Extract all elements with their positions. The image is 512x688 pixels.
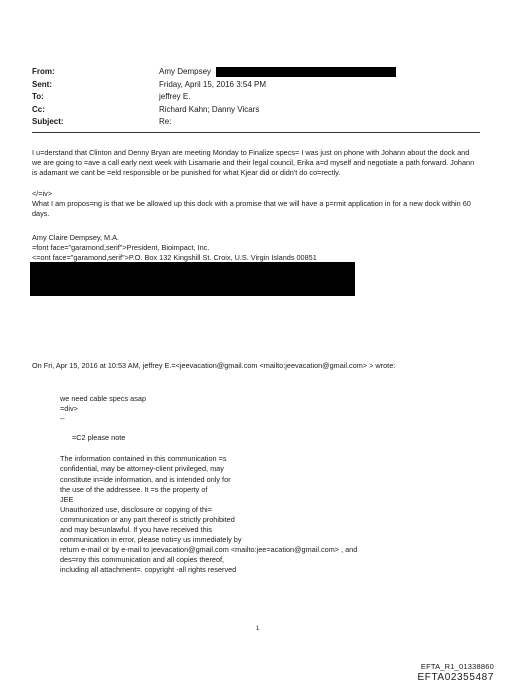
cc-label: Cc:: [32, 104, 45, 114]
signature-title: =font face="garamond,serif">President, Bioimpact, Inc.: [32, 243, 210, 253]
disclaimer-line: Unauthorized use, disclosure or copying of thi=: [60, 504, 212, 514]
disclaimer-line: communication or any part thereof is strictly prohibited: [60, 514, 235, 524]
quoted-attribution: [32, 361, 478, 371]
body-paragraph: What I am propos=ng is that we be allowed up this dock with a promise that we will have a p=rmit application in for a new dock within 60 days.: [32, 199, 471, 219]
quoted-message: [60, 394, 420, 576]
page-number: 1: [256, 626, 260, 632]
header-divider: [32, 132, 480, 133]
quoted-line: =C2 please note: [72, 433, 126, 443]
from-name: Amy Dempsey: [159, 67, 212, 76]
sent-row: [32, 79, 396, 92]
from-label: From:: [32, 67, 55, 76]
cc-value: Richard Kahn; Danny Vicars: [159, 104, 260, 114]
redaction-box: [30, 262, 355, 296]
sent-label: Sent:: [32, 79, 52, 89]
subject-row: [32, 116, 396, 129]
subject-value: Re:: [159, 117, 172, 126]
to-value: jeffrey E.: [159, 92, 191, 101]
bates-number-large: EFTA02355487: [417, 672, 494, 683]
disclaimer-block: [60, 454, 420, 575]
disclaimer-line: JEE: [60, 494, 74, 504]
to-label: To:: [32, 92, 44, 101]
message-body: [32, 148, 478, 220]
body-paragraph: I u=derstand that Clinton and Denny Bryan are meeting Monday to Finalize specs= I was just on phone with Johann about the dock and we are going to =ave a call early next week with Lisamarie and their legal council, Erika a=d myself and negotiate a path forward. Johann is adamant we cant be =eld responsible or be punished for what Kjear did or didn't do co=rectly.: [32, 148, 475, 178]
disclaimer-line: The information contained in this communication =s: [60, 454, 227, 464]
email-header: [32, 66, 396, 129]
signature-block: [32, 233, 478, 263]
attribution-line: On Fri, Apr 15, 2016 at 10:53 AM, jeffrey E.=<jeevacation@gmail.com <mailto:jeevacation@gmail.com> > wrote:: [32, 361, 396, 370]
sent-value: Friday, April 15, 2016 3:54 PM: [159, 79, 267, 89]
body-div-close: </=iv>: [32, 189, 53, 199]
subject-label: Subject:: [32, 117, 64, 126]
disclaimer-line: and may be=unlawful. If you have received this: [60, 525, 212, 535]
signature-address: <=ont face="garamond,serif">P.O. Box 132 Kingshill St. Croix, U.S. Virgin Islands 00851: [32, 253, 317, 263]
signature-name: Amy Claire Dempsey, M.A.: [32, 233, 120, 242]
redaction-box: [216, 67, 396, 77]
quoted-line: =div>: [60, 404, 78, 414]
quoted-line: --: [60, 414, 65, 424]
cc-row: [32, 104, 396, 117]
disclaimer-line: return e-mail or by e-mail to jeevacation@gmail.com <mailto:jee=acation@gmail.com> , and: [60, 545, 358, 555]
disclaimer-line: including all attachment=. copyright -all rights reserved: [60, 565, 237, 575]
bates-number-small: EFTA_R1_01338860: [420, 662, 494, 671]
disclaimer-line: des=roy this communication and all copies thereof,: [60, 555, 225, 565]
disclaimer-line: confidential, may be attorney-client privileged, may: [60, 464, 224, 474]
disclaimer-line: constitute in=ide information, and is intended only for: [60, 474, 231, 484]
to-row: [32, 91, 396, 104]
from-row: [32, 66, 396, 79]
disclaimer-line: the use of the addressee. It =s the property of: [60, 484, 208, 494]
from-value: [159, 66, 396, 79]
disclaimer-line: communication in error, please noti=y us immediately by: [60, 535, 242, 545]
quoted-line: we need cable specs asap: [60, 394, 146, 403]
